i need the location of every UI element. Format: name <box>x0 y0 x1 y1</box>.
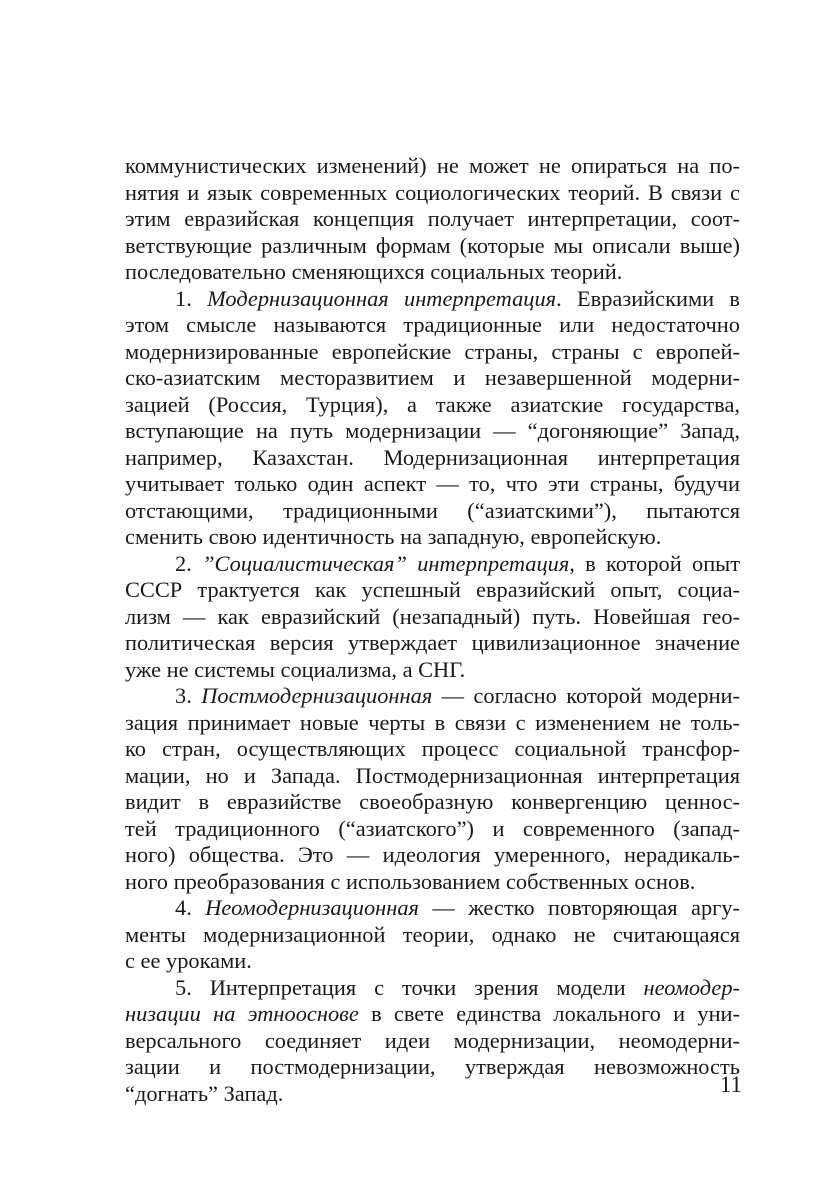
body-text <box>125 153 740 1107</box>
text-line <box>125 895 740 922</box>
text-line: зация принимает новые черты в связи с изменением не толь- <box>125 709 740 735</box>
text-line: ного преобразования с использованием собственных основ. <box>125 868 696 894</box>
text-line: сменить свою идентичность на западную, европейскую. <box>125 524 662 549</box>
text-line: СССР трактуется как успешный евразийский опыт, социа- <box>125 577 740 602</box>
paragraph-intro <box>125 153 740 286</box>
item-text: . Евразийскими в <box>556 285 740 311</box>
text-line: с ее уроками. <box>125 948 252 973</box>
item-text: Интерпретация с точки зрения модели <box>191 974 644 1000</box>
text-line <box>125 1001 740 1028</box>
text-line: “догнать” Запад. <box>125 1080 284 1106</box>
item-term: Модернизационная интерпретация <box>207 285 557 311</box>
paragraph-item-5 <box>125 975 740 1108</box>
text-line: версального соединяет идеи модернизации, неомодерни- <box>125 1027 740 1053</box>
item-text: , в которой опыт <box>569 550 741 576</box>
text-line: политическая версия утверждает цивилизационное значение <box>125 630 740 655</box>
text-line: тей традиционного (“азиатского”) и современного (запад- <box>125 815 740 841</box>
text-line: менты модернизационной теории, однако не считающаяся <box>125 921 740 947</box>
page-number: 11 <box>719 1072 742 1097</box>
text-line: учитывает только один аспект — то, что эти страны, будучи <box>125 471 740 496</box>
item-text: — согласно которой модерни- <box>432 683 740 708</box>
text-line: нятия и язык современных социологических теорий. В связи с <box>125 179 740 205</box>
paragraph-item-1 <box>125 286 740 551</box>
text-line: уже не системы социализма, а СНГ. <box>125 656 466 682</box>
item-number: 2. <box>175 550 192 576</box>
text-line <box>125 286 740 313</box>
item-number: 5. <box>175 974 192 1000</box>
text-line: модернизированные европейские страны, страны с европей- <box>125 338 740 364</box>
text-line: ско-азиатским месторазвитием и незавершенной модерни- <box>125 365 740 390</box>
item-term: неомодер- <box>643 974 740 1000</box>
item-term: ”Социалистическая” интерпретация <box>202 550 570 576</box>
text-line: зации и постмодернизации, утверждая невозможность <box>125 1054 740 1079</box>
text-line: ветствующие различным формам (которые мы описали выше) <box>125 232 740 258</box>
text-line: зацией (Россия, Турция), а также азиатские государства, <box>125 391 740 417</box>
text-line: лизм — как евразийский (незападный) путь. Новейшая гео- <box>125 603 740 629</box>
text-line: вступающие на путь модернизации — “догоняющие” Запад, <box>125 418 740 443</box>
text-line: мации, но и Запада. Постмодернизационная интерпретация <box>125 762 740 788</box>
text-line: ного) общества. Это — идеология умеренного, нерадикаль- <box>125 842 740 867</box>
text-line: коммунистических изменений) не может не опираться на по- <box>125 153 740 178</box>
text-line: отстающими, традиционными (“азиатскими”), пытаются <box>125 497 740 523</box>
item-text: — жестко повторяющая аргу- <box>418 895 740 920</box>
item-number: 1. <box>175 285 192 311</box>
text-line <box>125 975 740 1002</box>
item-term: низации на этнооснове <box>125 1001 359 1026</box>
text-line: этим евразийская концепция получает интерпретации, соот- <box>125 206 740 231</box>
text-line: видит в евразийстве своеобразную конвергенцию ценнос- <box>125 789 740 814</box>
item-number: 3. <box>175 683 192 708</box>
text-line: например, Казахстан. Модернизационная интерпретация <box>125 444 740 470</box>
text-line: ко стран, осуществляющих процесс социальной трансфор- <box>125 736 740 761</box>
item-term: Неомодернизационная <box>205 895 419 920</box>
text-line <box>125 551 740 578</box>
item-term: Постмодернизационная <box>201 683 433 708</box>
paragraph-item-3 <box>125 683 740 895</box>
text-line <box>125 683 740 710</box>
text-line: последовательно сменяющихся социальных теорий. <box>125 259 623 284</box>
item-number: 4. <box>175 895 192 920</box>
paragraph-item-2 <box>125 551 740 684</box>
item-text: в свете единства локального и уни- <box>358 1001 740 1026</box>
paragraph-item-4 <box>125 895 740 975</box>
text-line: этом смысле называются традиционные или недостаточно <box>125 312 740 337</box>
